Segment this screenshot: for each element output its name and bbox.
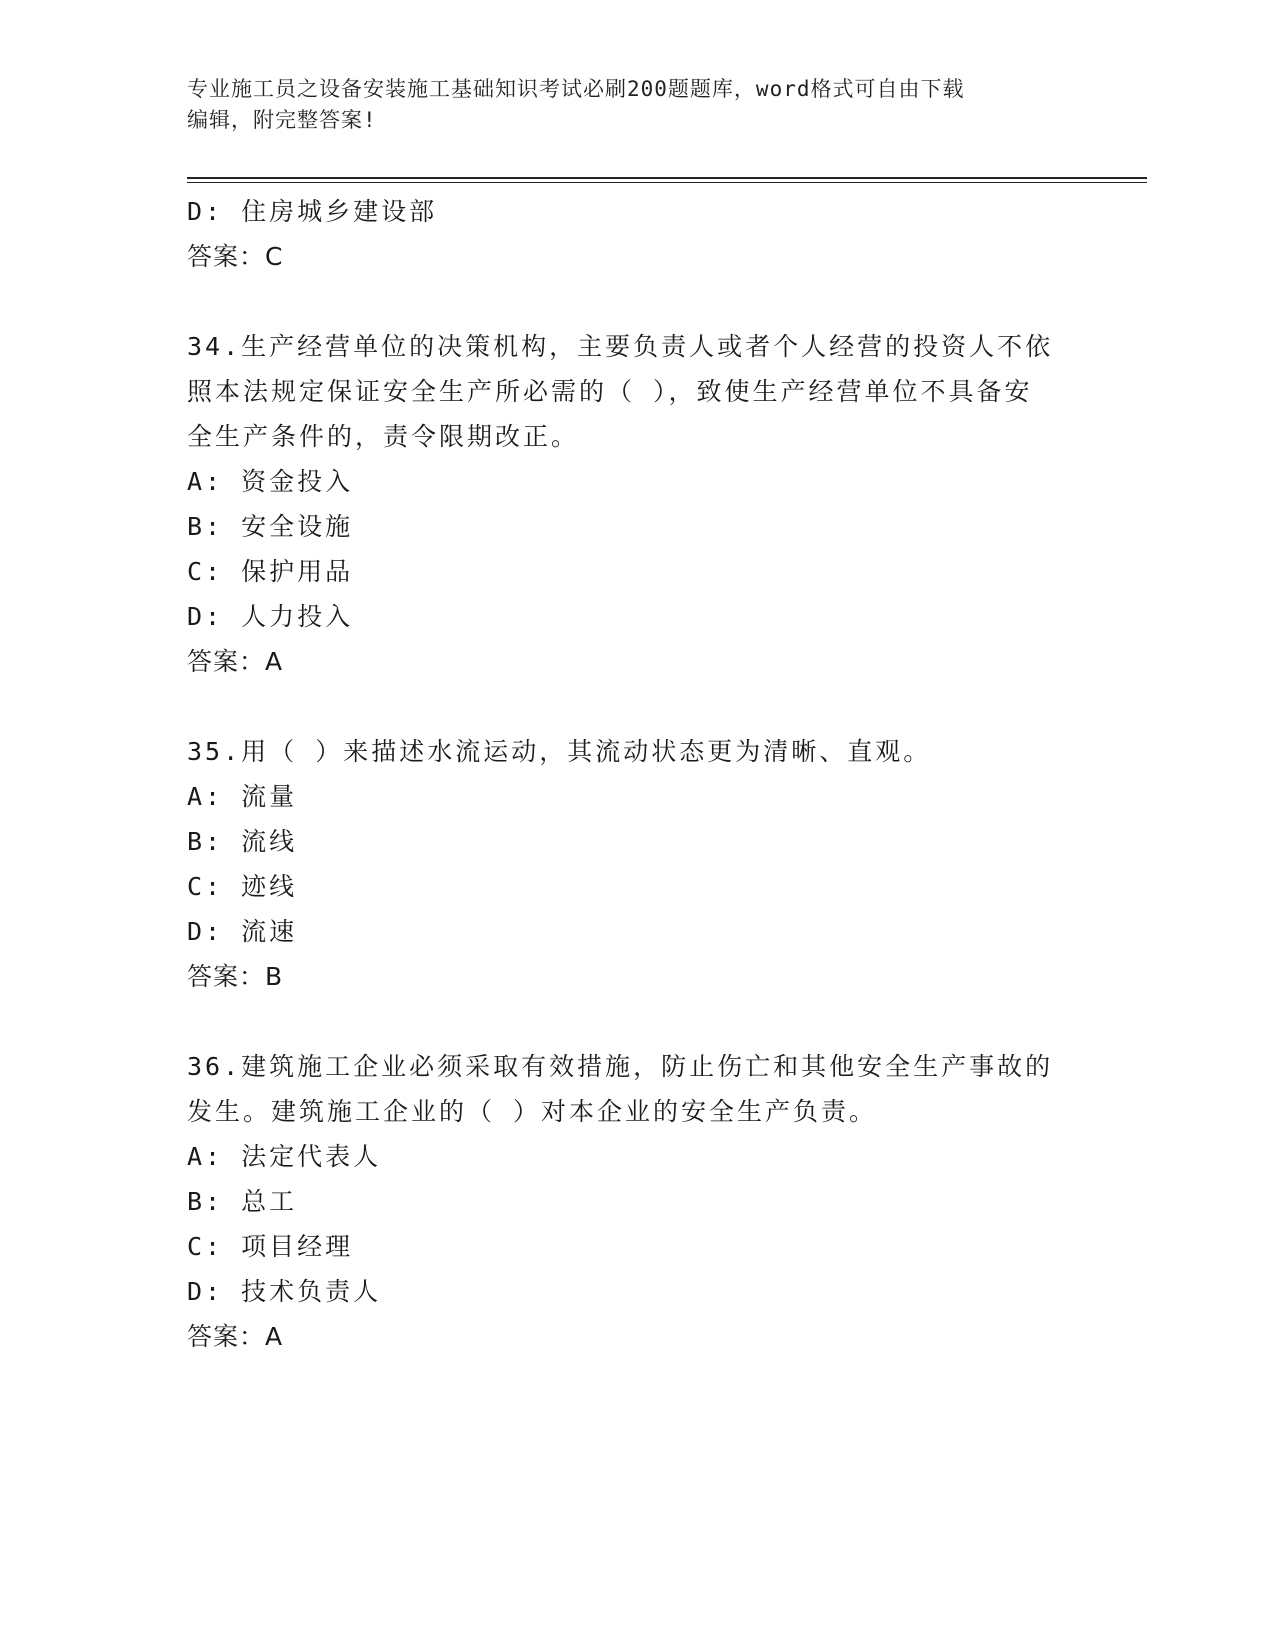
- question-text: 发生。建筑施工企业的（ ）对本企业的安全生产负责。: [187, 1097, 878, 1126]
- header-line-1: 专业施工员之设备安装施工基础知识考试必刷200题题库，word格式可自由下载: [187, 77, 965, 101]
- option-b: B: 流线: [187, 827, 298, 856]
- header-divider-thin: [187, 182, 1147, 183]
- answer-line: 答案：C: [187, 242, 284, 271]
- header-line-2: 编辑，附完整答案!: [187, 108, 377, 132]
- option-a: A: 法定代表人: [187, 1142, 382, 1171]
- document-body: [187, 189, 1067, 1359]
- document-header: [187, 74, 1087, 136]
- answer-line: 答案：A: [187, 647, 284, 676]
- question-35: [187, 729, 1067, 999]
- question-34: [187, 324, 1067, 684]
- option-d: D: 住房城乡建设部: [187, 197, 438, 226]
- option-c: C: 保护用品: [187, 557, 354, 586]
- option-d: D: 流速: [187, 917, 298, 946]
- option-c: C: 项目经理: [187, 1232, 354, 1261]
- question-text: 35.用（ ）来描述水流运动，其流动状态更为清晰、直观。: [187, 737, 932, 766]
- question-text: 36.建筑施工企业必须采取有效措施，防止伤亡和其他安全生产事故的: [187, 1052, 1054, 1081]
- question-36: [187, 1044, 1067, 1359]
- option-c: C: 迹线: [187, 872, 298, 901]
- option-d: D: 人力投入: [187, 602, 354, 631]
- option-b: B: 安全设施: [187, 512, 354, 541]
- answer-line: 答案：A: [187, 1322, 284, 1351]
- question-text: 照本法规定保证安全生产所必需的（ ），致使生产经营单位不具备安: [187, 377, 1033, 406]
- option-b: B: 总工: [187, 1187, 298, 1216]
- question-text: 全生产条件的，责令限期改正。: [187, 422, 580, 451]
- header-divider-thick: [187, 177, 1147, 179]
- option-a: A: 资金投入: [187, 467, 354, 496]
- option-a: A: 流量: [187, 782, 298, 811]
- question-text: 34.生产经营单位的决策机构，主要负责人或者个人经营的投资人不依: [187, 332, 1054, 361]
- answer-line: 答案：B: [187, 962, 284, 991]
- option-d: D: 技术负责人: [187, 1277, 382, 1306]
